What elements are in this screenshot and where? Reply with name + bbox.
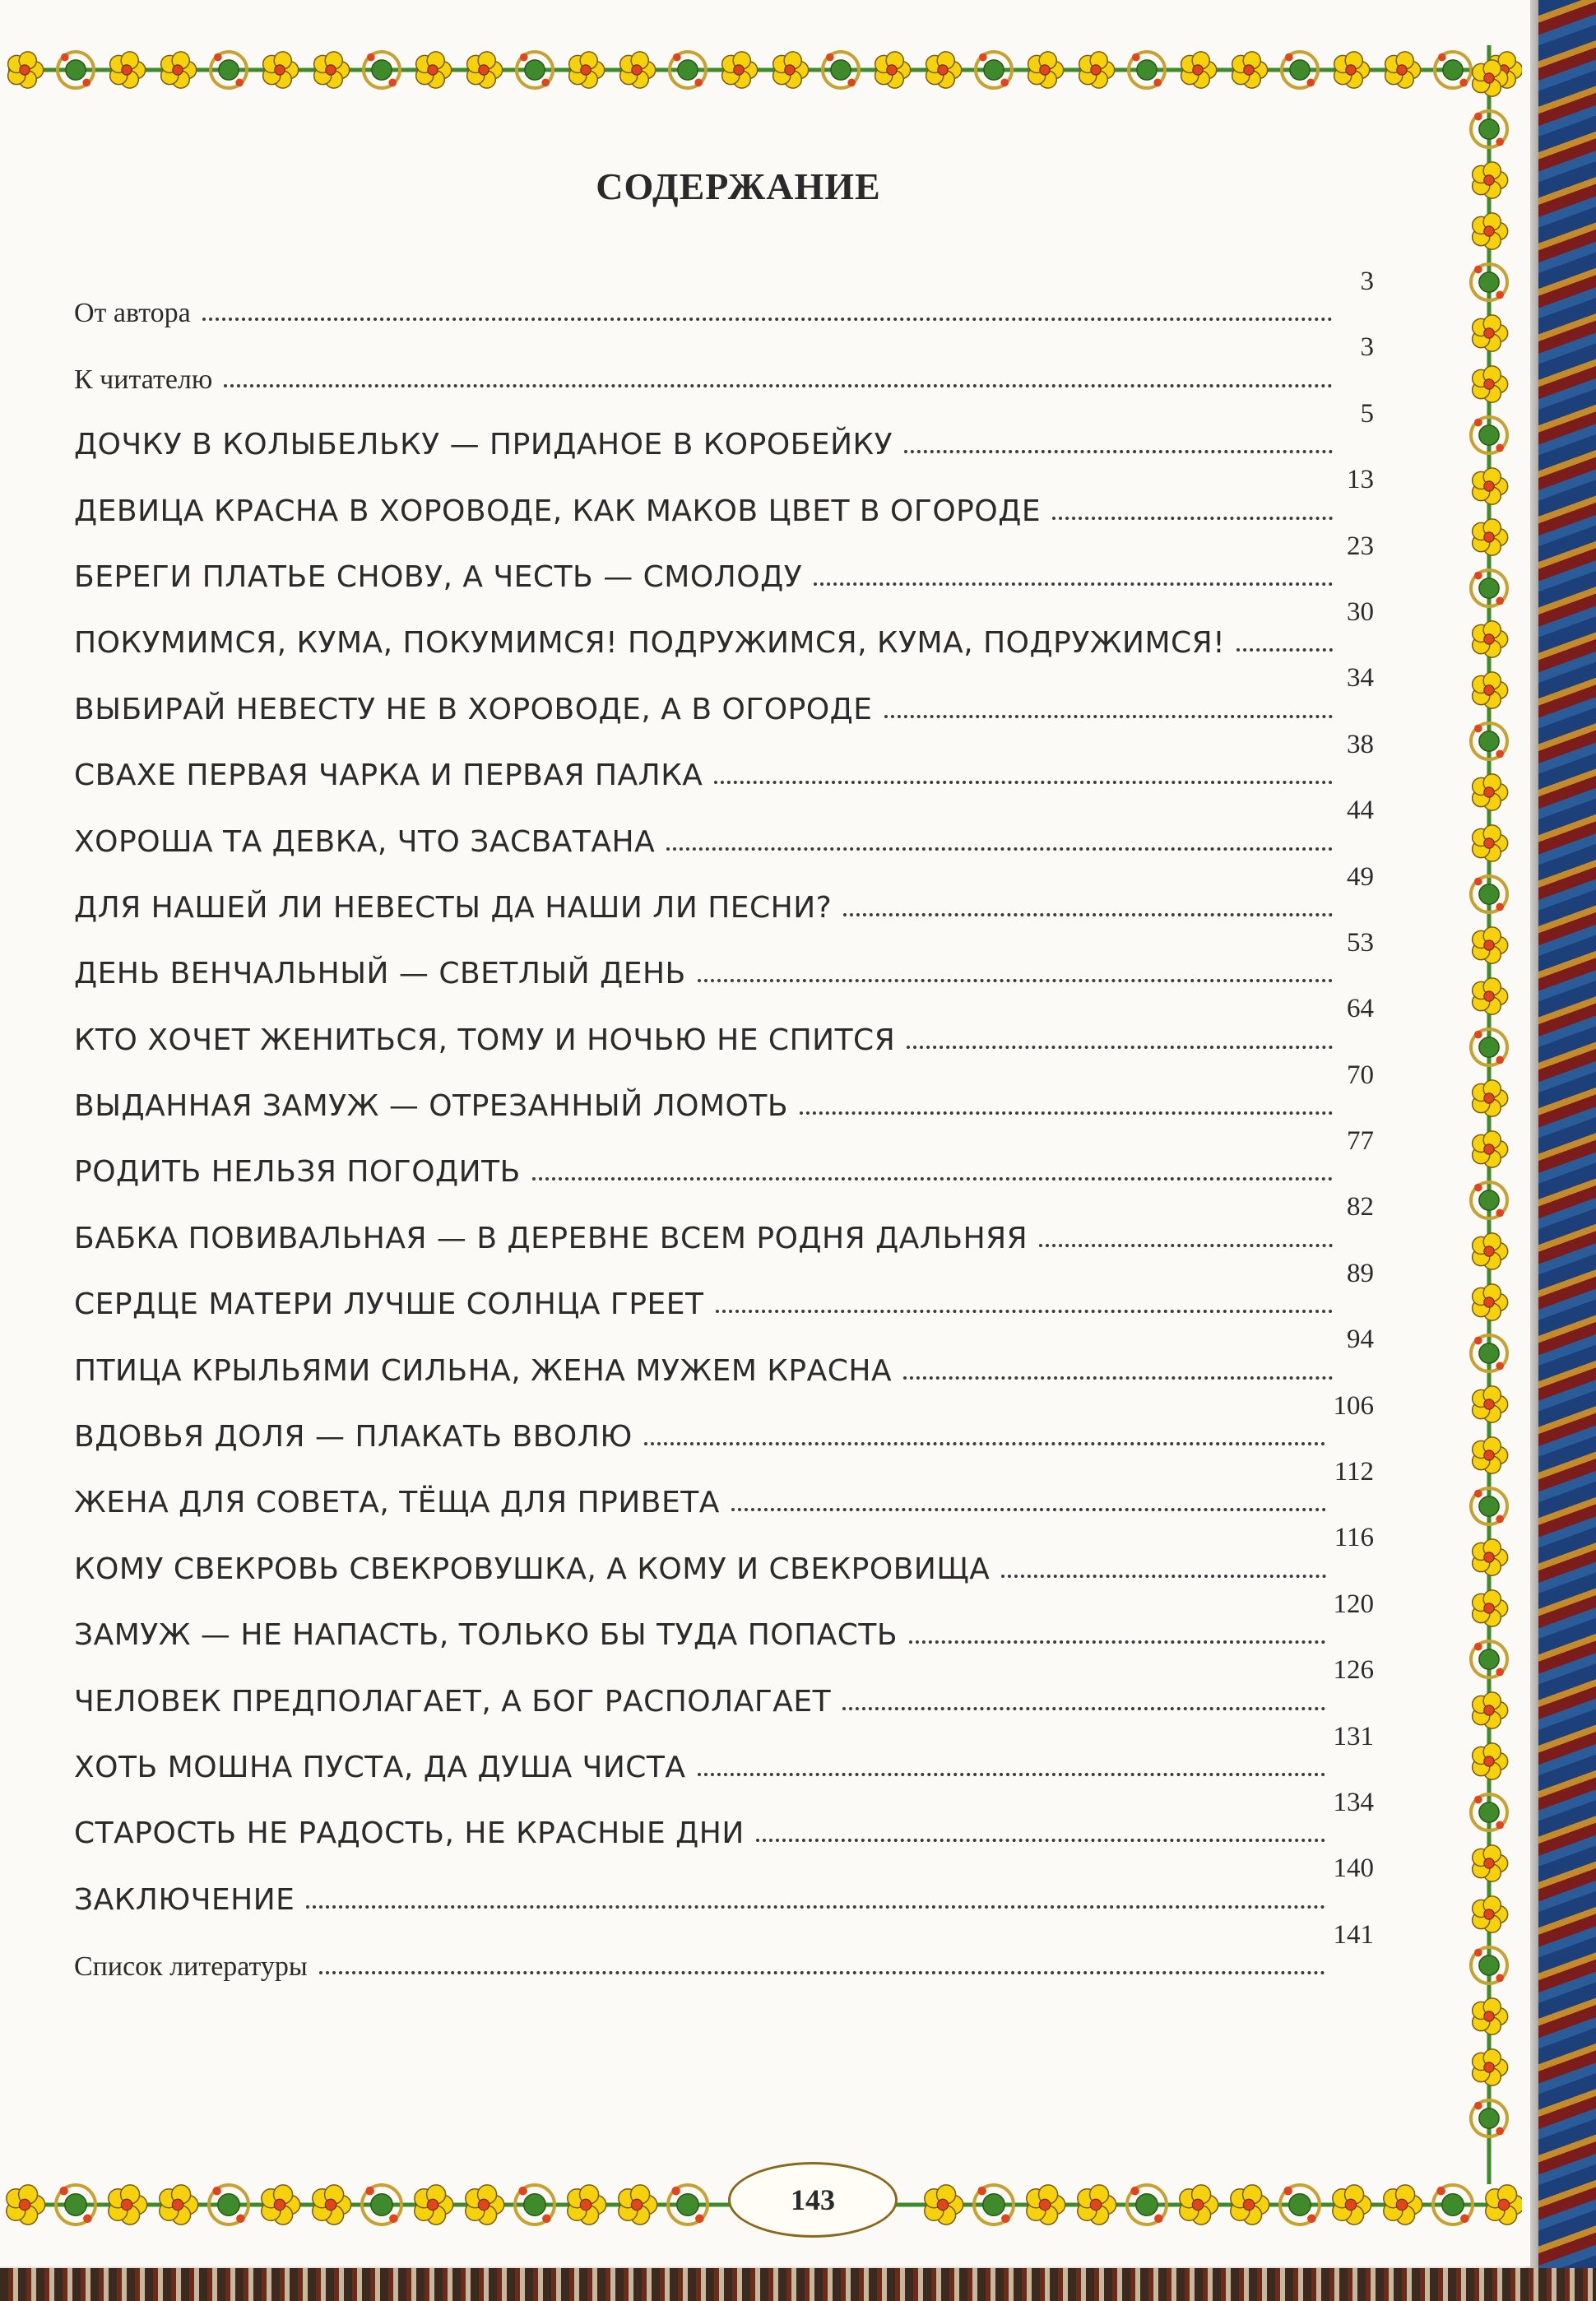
flower-ornament-icon [467, 52, 503, 88]
toc-entry-page: 30 [1347, 596, 1374, 627]
toc-entry-page: 34 [1347, 663, 1374, 694]
flower-ornament-icon [1232, 52, 1268, 88]
toc-entry-title: ХОТЬ МОШНА ПУСТА, ДА ДУША ЧИСТА [74, 1750, 686, 1784]
toc-entry-page: 3 [1360, 267, 1374, 296]
toc-entry-title: ВЫБИРАЙ НЕВЕСТУ НЕ В ХОРОВОДЕ, А В ОГОРОДЕ [74, 692, 873, 726]
dot-leader [884, 715, 1333, 718]
page-title: СОДЕРЖАНИЕ [596, 165, 881, 207]
toc-entry-page: 5 [1360, 398, 1374, 429]
toc-entry-page: 106 [1333, 1390, 1374, 1421]
flower-ornament-icon [926, 52, 962, 88]
flower-ornament-icon [466, 2185, 504, 2224]
flower-ornament-icon [1473, 1539, 1508, 1575]
flower-ornament-icon [1078, 2185, 1116, 2224]
dot-leader [904, 450, 1333, 453]
toc-entry[interactable] [74, 925, 1374, 990]
toc-entry-title: ЧЕЛОВЕК ПРЕДПОЛАГАЕТ, А БОГ РАСПОЛАГАЕТ [74, 1684, 832, 1719]
flower-ornament-icon [722, 52, 758, 88]
flower-ornament-icon [1473, 519, 1508, 555]
flower-ornament-icon [875, 52, 911, 88]
flower-ornament-icon [314, 52, 350, 88]
flower-ornament-icon [1473, 468, 1508, 504]
toc-entry-page: 126 [1333, 1655, 1374, 1686]
toc-entry[interactable] [74, 1719, 1374, 1784]
flower-ornament-icon [925, 2185, 963, 2224]
flower-ornament-icon [1473, 1284, 1508, 1320]
toc-entry-title: БЕРЕГИ ПЛАТЬЕ СНОВУ, А ЧЕСТЬ — СМОЛОДУ [74, 559, 803, 594]
toc-entry-title: ДЕВИЦА КРАСНА В ХОРОВОДЕ, КАК МАКОВ ЦВЕТ В ОГОРОДЕ [74, 494, 1042, 528]
flower-ornament-icon [1334, 52, 1370, 88]
toc-entry[interactable] [74, 990, 1374, 1056]
flower-ornament-icon [1473, 1080, 1508, 1116]
toc-entry-title: РОДИТЬ НЕЛЬЗЯ ПОГОДИТЬ [74, 1155, 521, 1190]
flower-ornament-icon [1473, 621, 1508, 657]
toc-entry-title: ДЕНЬ ВЕНЧАЛЬНЫЙ — СВЕТЛЫЙ ДЕНЬ [74, 957, 686, 991]
toc-entry-page: 94 [1347, 1324, 1374, 1355]
toc-entry-page: 140 [1333, 1853, 1374, 1884]
flower-ornament-icon [1473, 213, 1508, 249]
toc-entry[interactable] [74, 1850, 1374, 1916]
toc-entry-page: 13 [1347, 465, 1374, 495]
toc-entry-page: 131 [1333, 1721, 1374, 1751]
flower-ornament-icon [1473, 1998, 1508, 2034]
toc-entry[interactable] [74, 1189, 1374, 1255]
flower-ornament-icon [1473, 1743, 1508, 1779]
dot-leader [814, 582, 1333, 586]
toc-entry-page: 44 [1347, 796, 1374, 826]
toc-entry-page: 3 [1360, 332, 1374, 363]
dot-leader [698, 979, 1333, 982]
toc-entry[interactable] [74, 1123, 1374, 1189]
flower-ornament-icon [569, 52, 605, 88]
dot-leader [843, 913, 1333, 916]
flower-ornament-icon [1181, 52, 1217, 88]
toc-entry-title: СЕРДЦЕ МАТЕРИ ЛУЧШЕ СОЛНЦА ГРЕЕТ [74, 1287, 704, 1322]
toc-entry-title: ДЛЯ НАШЕЙ ЛИ НЕВЕСТЫ ДА НАШИ ЛИ ПЕСНИ? [74, 890, 833, 925]
dot-leader [202, 318, 1333, 321]
flower-ornament-icon [1473, 60, 1508, 96]
page-number-badge [728, 2162, 898, 2238]
toc-entry[interactable] [74, 792, 1374, 858]
toc-entry-page: 77 [1347, 1126, 1374, 1157]
flower-ornament-icon [1473, 1131, 1508, 1167]
toc-entry[interactable] [74, 1784, 1374, 1850]
flower-ornament-icon [1473, 1437, 1508, 1473]
toc-entry-page: 116 [1334, 1523, 1374, 1553]
toc-entry[interactable] [74, 1321, 1374, 1387]
dot-leader [907, 1046, 1333, 1049]
page-number: 143 [791, 2183, 835, 2216]
toc-entry[interactable] [74, 329, 1374, 395]
flower-ornament-icon [1384, 2185, 1422, 2224]
toc-entry-page: 64 [1347, 994, 1374, 1024]
flower-ornament-icon [568, 2185, 606, 2224]
flower-ornament-icon [415, 2185, 453, 2224]
flower-ornament-icon [1231, 2185, 1269, 2224]
dot-leader [1039, 1244, 1333, 1247]
toc-entry-title: СТАРОСТЬ НЕ РАДОСТЬ, НЕ КРАСНЫЕ ДНИ [74, 1816, 745, 1851]
flower-ornament-icon [1028, 52, 1064, 88]
toc-entry-page: 134 [1333, 1787, 1374, 1817]
toc-entry-page: 112 [1334, 1457, 1374, 1487]
dot-leader [698, 1773, 1325, 1776]
dot-leader [756, 1839, 1325, 1842]
dot-leader [319, 1971, 1325, 1974]
dot-leader [1052, 517, 1333, 520]
floral-border-top [0, 45, 1522, 95]
flower-ornament-icon [313, 2185, 351, 2224]
flower-ornament-icon [1385, 52, 1421, 88]
dot-leader [666, 847, 1333, 851]
flower-ornament-icon [1473, 978, 1508, 1014]
flower-ornament-icon [1473, 1386, 1508, 1422]
toc-entry-title: ЗАКЛЮЧЕНИЕ [74, 1882, 295, 1917]
flower-ornament-icon [620, 52, 656, 88]
dot-leader [909, 1640, 1325, 1644]
dot-leader [1236, 648, 1333, 652]
toc-entry-title: ПОКУМИМСЯ, КУМА, ПОКУМИМСЯ! ПОДРУЖИМСЯ, КУМА, ПОДРУЖИМСЯ! [74, 626, 1226, 661]
flower-ornament-icon [1079, 52, 1115, 88]
flower-ornament-icon [1473, 927, 1508, 963]
toc-entry-title: СВАХЕ ПЕРВАЯ ЧАРКА И ПЕРВАЯ ПАЛКА [74, 758, 703, 793]
dot-leader [716, 1310, 1333, 1313]
flower-ornament-icon [8, 52, 44, 88]
toc-entry-title: ЖЕНА ДЛЯ СОВЕТА, ТЁЩА ДЛЯ ПРИВЕТА [74, 1486, 720, 1520]
flower-ornament-icon [1473, 2049, 1508, 2085]
flower-ornament-icon [1473, 672, 1508, 708]
toc-entry[interactable] [74, 396, 1374, 462]
toc-entry-title: От автора [74, 298, 191, 329]
toc-entry-page: 53 [1347, 927, 1374, 958]
flower-ornament-icon [263, 52, 299, 88]
flower-ornament-icon [1473, 1692, 1508, 1728]
book-bottom-edge [0, 2268, 1596, 2301]
table-of-contents [74, 263, 1374, 1983]
flower-ornament-icon [619, 2185, 657, 2224]
flower-ornament-icon [1473, 366, 1508, 402]
flower-ornament-icon [773, 52, 809, 88]
toc-entry-title: КТО ХОЧЕТ ЖЕНИТЬСЯ, ТОМУ И НОЧЬЮ НЕ СПИТСЯ [74, 1023, 896, 1057]
flower-ornament-icon [161, 52, 197, 88]
toc-entry-title: КОМУ СВЕКРОВЬ СВЕКРОВУШКА, А КОМУ И СВЕКРОВИЩА [74, 1552, 991, 1586]
toc-entry[interactable] [74, 263, 1374, 329]
flower-ornament-icon [416, 52, 452, 88]
toc-entry[interactable] [74, 859, 1374, 925]
toc-entry-page: 49 [1347, 861, 1374, 892]
toc-entry[interactable] [74, 1255, 1374, 1321]
toc-entry[interactable] [74, 1519, 1374, 1585]
toc-entry-page: 89 [1347, 1258, 1374, 1288]
flower-ornament-icon [1473, 162, 1508, 198]
toc-entry-title: ВДОВЬЯ ДОЛЯ — ПЛАКАТЬ ВВОЛЮ [74, 1420, 633, 1454]
toc-entry-page: 82 [1347, 1192, 1374, 1222]
toc-entry[interactable] [74, 1917, 1374, 1983]
flower-ornament-icon [109, 2185, 147, 2224]
toc-entry-page: 70 [1347, 1060, 1374, 1090]
toc-entry[interactable] [74, 1652, 1374, 1718]
dot-leader [842, 1707, 1325, 1710]
book-spine [1538, 0, 1596, 2301]
toc-entry-page: 23 [1347, 531, 1374, 561]
flower-ornament-icon [1473, 825, 1508, 861]
toc-entry-page: 38 [1347, 729, 1374, 759]
flower-ornament-icon [160, 2185, 198, 2224]
toc-entry[interactable] [74, 1388, 1374, 1454]
toc-entry[interactable] [74, 726, 1374, 792]
toc-entry[interactable] [74, 1057, 1374, 1123]
dot-leader [731, 1508, 1326, 1511]
flower-ornament-icon [1473, 1896, 1508, 1932]
dot-leader [224, 384, 1333, 387]
flower-ornament-icon [1473, 774, 1508, 810]
flower-ornament-icon [1473, 315, 1508, 351]
flower-ornament-icon [110, 52, 146, 88]
toc-entry[interactable] [74, 528, 1374, 594]
toc-entry[interactable] [74, 1454, 1374, 1519]
flower-ornament-icon [262, 2185, 300, 2224]
dot-leader [903, 1376, 1333, 1380]
flower-ornament-icon [1473, 1845, 1508, 1881]
dot-leader [1001, 1575, 1325, 1578]
content-frame [33, 107, 1444, 2147]
toc-entry-title: К читателю [74, 364, 213, 395]
dot-leader [714, 781, 1333, 784]
flower-ornament-icon [7, 2185, 45, 2224]
toc-entry-title: ВЫДАННАЯ ЗАМУЖ — ОТРЕЗАННЫЙ ЛОМОТЬ [74, 1089, 789, 1124]
toc-entry-title: ДОЧКУ В КОЛЫБЕЛЬКУ — ПРИДАНОЕ В КОРОБЕЙКУ [74, 428, 893, 462]
flower-ornament-icon [1486, 2185, 1522, 2224]
toc-entry-page: 120 [1333, 1589, 1374, 1619]
toc-entry-title: ПТИЦА КРЫЛЬЯМИ СИЛЬНА, ЖЕНА МУЖЕМ КРАСНА [74, 1353, 893, 1388]
toc-entry-title: Список литературы [74, 1951, 308, 1983]
toc-entry-title: БАБКА ПОВИВАЛЬНАЯ — В ДЕРЕВНЕ ВСЕМ РОДНЯ ДАЛЬНЯЯ [74, 1221, 1028, 1255]
flower-ornament-icon [1333, 2185, 1371, 2224]
flower-ornament-icon [1473, 1590, 1508, 1626]
dot-leader [532, 1177, 1333, 1181]
toc-entry[interactable] [74, 462, 1374, 527]
flower-ornament-icon [1027, 2185, 1065, 2224]
toc-entry-title: ЗАМУЖ — НЕ НАПАСТЬ, ТОЛЬКО БЫ ТУДА ПОПАСТЬ [74, 1618, 898, 1653]
toc-entry[interactable] [74, 660, 1374, 726]
flower-ornament-icon [1180, 2185, 1218, 2224]
toc-entry[interactable] [74, 1586, 1374, 1652]
toc-entry-page: 141 [1333, 1919, 1374, 1950]
dot-leader [800, 1111, 1333, 1115]
dot-leader [644, 1442, 1325, 1445]
toc-entry[interactable] [74, 594, 1374, 660]
dot-leader [306, 1905, 1325, 1909]
toc-entry-title: ХОРОША ТА ДЕВКА, ЧТО ЗАСВАТАНА [74, 824, 656, 859]
floral-border-right [1456, 45, 1522, 2184]
flower-ornament-icon [1473, 1233, 1508, 1269]
